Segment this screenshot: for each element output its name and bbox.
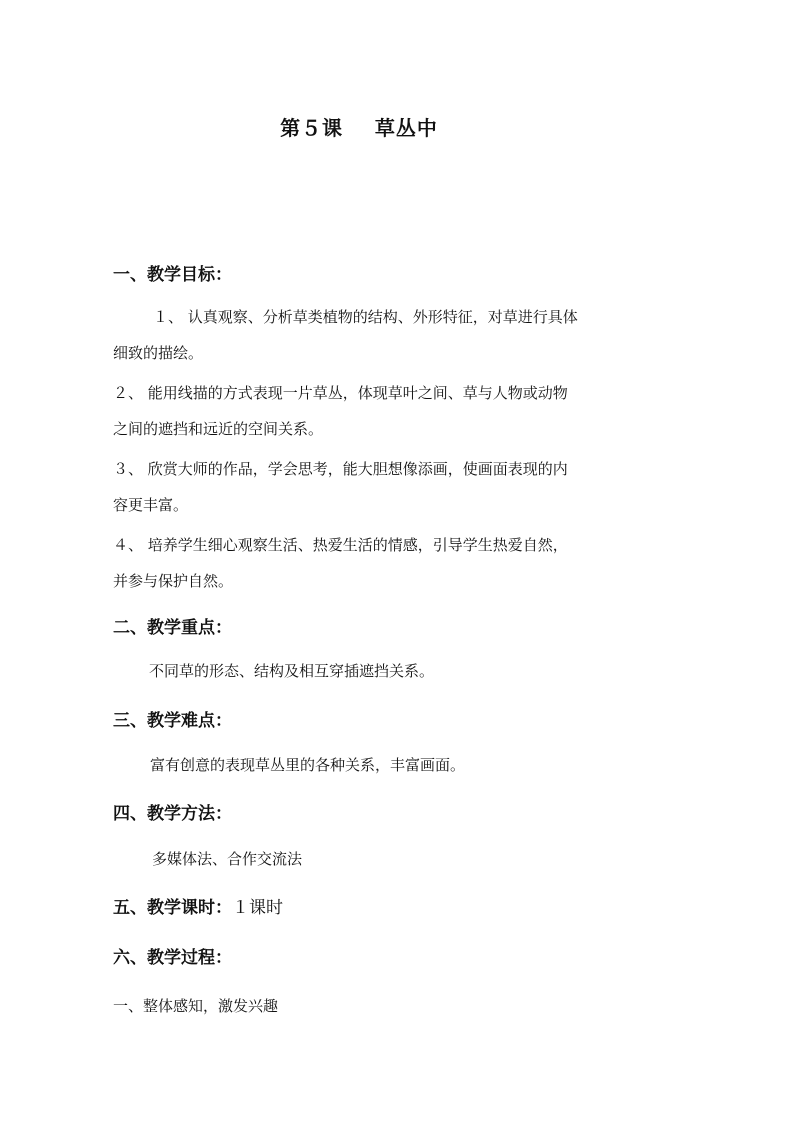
goal-item-3-line-1: ３、 欣赏大师的作品，学会思考，能大胆想像添画，使画面表现的内 [113,460,568,478]
goal-item-4-line-2: 并参与保护自然。 [113,572,234,590]
key-points-text: 不同草的形态、结构及相互穿插遮挡关系。 [149,662,435,680]
section-heading-methods: 四、教学方法： [113,804,232,824]
goal-item-1-line-1: １、 认真观察、分析草类植物的结构、外形特征，对草进行具体 [153,308,578,326]
section-heading-hours [113,893,283,918]
page-title: 第５课 草丛中 [280,116,438,140]
difficulties-text: 富有创意的表现草丛里的各种关系，丰富画面。 [150,756,466,774]
section-heading-difficulties: 三、教学难点： [113,711,232,731]
goal-item-3 [113,451,613,523]
section-heading-process: 六、教学过程： [113,948,232,968]
goal-item-3-line-2: 容更丰富。 [113,496,189,514]
goal-item-2-line-2: 之间的遮挡和远近的空间关系。 [113,420,324,438]
hours-label: 五、教学课时： [113,898,232,918]
goal-item-1 [113,299,613,371]
section-heading-goals: 一、教学目标： [113,265,232,285]
goal-item-4-line-1: ４、 培养学生细心观察生活、热爱生活的情感，引导学生热爱自然， [113,536,568,554]
goal-item-4 [113,527,613,599]
section-heading-key-points: 二、教学重点： [113,618,232,638]
methods-text: 多媒体法、合作交流法 [152,850,303,868]
goal-item-2 [113,375,613,447]
hours-value: １课时 [232,898,283,918]
goal-item-2-line-1: ２、 能用线描的方式表现一片草丛，体现草叶之间、草与人物或动物 [113,384,568,402]
process-first-step: 一、整体感知，激发兴趣 [113,997,279,1015]
goal-item-1-line-2: 细致的描绘。 [113,344,204,362]
